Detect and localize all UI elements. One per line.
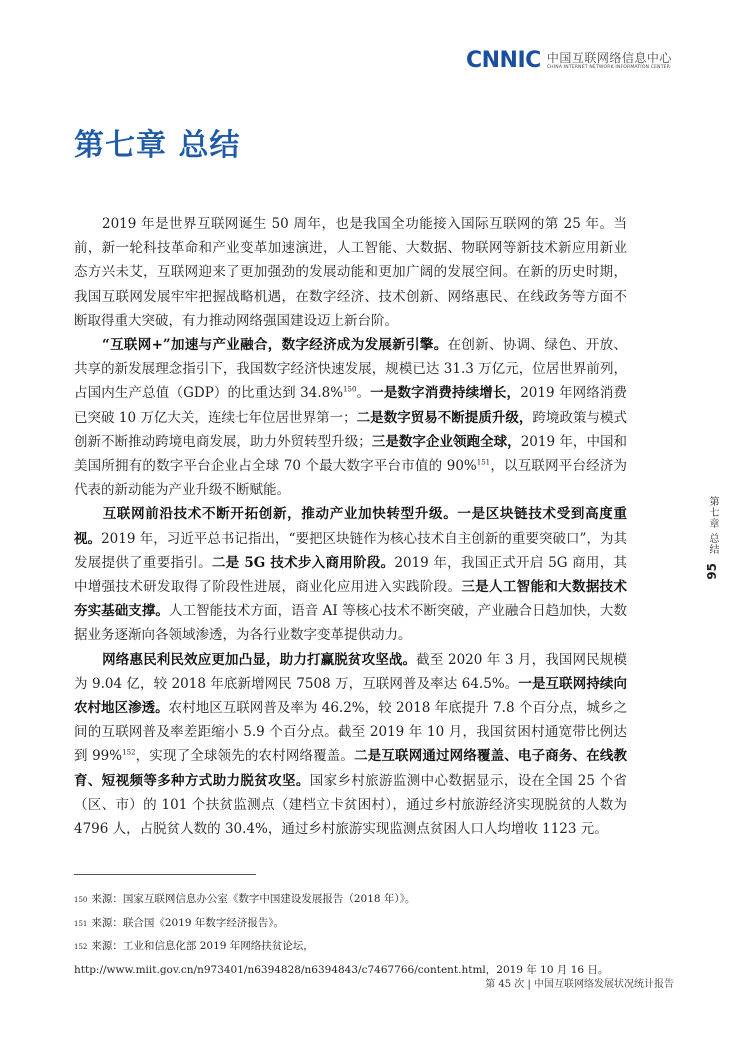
page-number: 95 (705, 563, 719, 580)
paragraph-text: ，实现了全球领先的农村网络覆盖。 (135, 748, 355, 765)
footnote-151 (74, 912, 674, 936)
paragraph-digital-economy (74, 333, 627, 502)
footnote-152-url[interactable]: http://www.miit.gov.cn/n973401/n6394828/n6394843/c7467766/content.html，2019 年 10 月 16 日。 (74, 963, 609, 976)
paragraph-text: 国家乡村旅游监测中心数据显示，设在全国 25 个省（区、市）的 101 个扶贫监测点（建档立卡贫困村），通过乡村旅游经济实现脱贫的人数为 4796 人，占脱贫人数的 30.4%，通过乡村旅游实现监测点贫困人口人均增收 1123 元。 (74, 772, 628, 838)
bold-heading: 网络惠民利民效应更加凸显，助力打赢脱贫攻坚战。 (102, 651, 417, 668)
bold-point: 二是互联网通过网络覆盖、电子商务、在线教育、短视频等多种方式助力脱贫攻坚。 (74, 748, 627, 789)
bold-point: 三是人工智能和大数据技术夯实基础支撑。 (74, 579, 628, 620)
footnote-ref[interactable]: 150 (343, 385, 357, 394)
logo-text-block (547, 51, 672, 71)
footnote-ref[interactable]: 151 (476, 458, 491, 467)
footnote-divider (74, 874, 256, 875)
chapter-title: 第七章 总结 (74, 128, 241, 163)
bold-heading: 互联网前沿技术不断开拓创新，推动产业加快转型升级。一是区块链技术受到高度重视。 (74, 506, 627, 547)
paragraph-text: 2019 年网络消费已突破 10 万亿大关，连续七年位居世界第一； (74, 385, 628, 426)
paragraph-text: 在创新、协调、绿色、开放、共享的新发展理念指引下，我国数字经济快速发展，规模已达 31.3 万亿元，位居世界前列，占国内生产总值（GDP）的比重达到 34.8% (74, 337, 628, 402)
footnote-150 (74, 888, 674, 912)
paragraph-text: 2019 年是世界互联网诞生 50 周年，也是我国全功能接入国际互联网的第 25 年。当前，新一轮科技革命和产业变革加速演进，人工智能、大数据、物联网等新技术新应用新业态方兴未艾，互联网迎来了更加强劲的发展动能和更加广阔的发展空间。在新的历史时期，我国互联网发展牢牢把握战略机遇，在数字经济、技术创新、网络惠民、在线政务等方面不断取得重大突破，有力推动网络强国建设迈上新台阶。 (74, 216, 627, 329)
footnote-number: 152 (74, 943, 88, 951)
footnote-text: 来源：工业和信息化部 2019 年网络扶贫论坛， (91, 940, 314, 952)
footnote-number: 150 (74, 896, 88, 904)
footnote-text: 来源：联合国《2019 年数字经济报告》。 (91, 916, 285, 929)
logo-english-name: CHINA INTERNET NETWORK INFORMATION CENTER (546, 64, 671, 70)
bold-point: 二是数字贸易不断提质升级， (356, 409, 533, 426)
side-chapter-tab (702, 496, 722, 580)
logo-chinese-name: 中国互联网络信息中心 (546, 50, 672, 65)
paragraph-frontier-tech (74, 502, 627, 647)
side-chapter-title: 第七章 总结 (707, 496, 718, 556)
paragraph-text: 截至 2020 年 3 月，我国网民规模为 9.04 亿，较 2018 年底新增网民 7508 万，互联网普及率达 64.5%。 (74, 651, 627, 692)
bold-point: 一是互联网持续向农村地区渗透。 (74, 675, 628, 717)
footnote-number: 151 (74, 919, 88, 928)
cnnic-logo (466, 48, 672, 73)
bold-point: 二是 5G 技术步入商用阶段。 (211, 554, 395, 571)
logo-mark: CNNIC (466, 48, 541, 73)
bold-point: 一是数字消费持续增长， (370, 385, 521, 402)
paragraph-text: 。 (356, 385, 371, 402)
footnote-ref[interactable]: 152 (122, 748, 136, 757)
paragraph-text: 2019 年，我国正式开启 5G 商用，其中增强技术研发取得了阶段性进展，商业化应用进入实践阶段。 (74, 554, 628, 596)
body-text (74, 212, 627, 841)
paragraph-text: 2019 年，中国和美国所拥有的数字平台企业占全球 70 个最大数字平台市值的 90% (74, 433, 628, 475)
footnote-152 (74, 935, 674, 959)
footnote-text: 来源：国家互联网信息办公室《数字中国建设发展报告（2018 年）》。 (91, 893, 416, 905)
paragraph-text: 农村地区互联网普及率为 46.2%，较 2018 年底提升 7.8 个百分点，城乡之间的互联网普及率差距缩小 5.9 个百分点。截至 2019 年 10 月，我国贫困村通宽带比例达到 99% (74, 700, 628, 765)
paragraph-text: 人工智能技术方面，语音 AI 等核心技术不断突破，产业融合日趋加快，大数据业务逐渐向各领域渗透，为各行业数字变革提供动力。 (74, 603, 627, 644)
bold-point: 三是数字企业领跑全球， (371, 433, 521, 450)
paragraph-text: 跨境政策与模式创新不断推动跨境电商发展，助力外贸转型升级； (74, 409, 628, 450)
bold-heading: “互联网+”加速与产业融合，数字经济成为发展新引擎。 (102, 337, 448, 354)
page-footer: 第 45 次 | 中国互联网络发展状况统计报告 (485, 979, 674, 990)
paragraph-poverty-alleviation (74, 648, 627, 842)
paragraph-intro (74, 212, 627, 333)
paragraph-text: 2019 年，习近平总书记指出，“要把区块链作为核心技术自主创新的重要突破口”，为其发展提供了重要指引。 (74, 530, 628, 571)
footnotes (74, 888, 674, 981)
paragraph-text: ，以互联网平台经济为代表的新动能为产业升级不断赋能。 (74, 458, 627, 499)
